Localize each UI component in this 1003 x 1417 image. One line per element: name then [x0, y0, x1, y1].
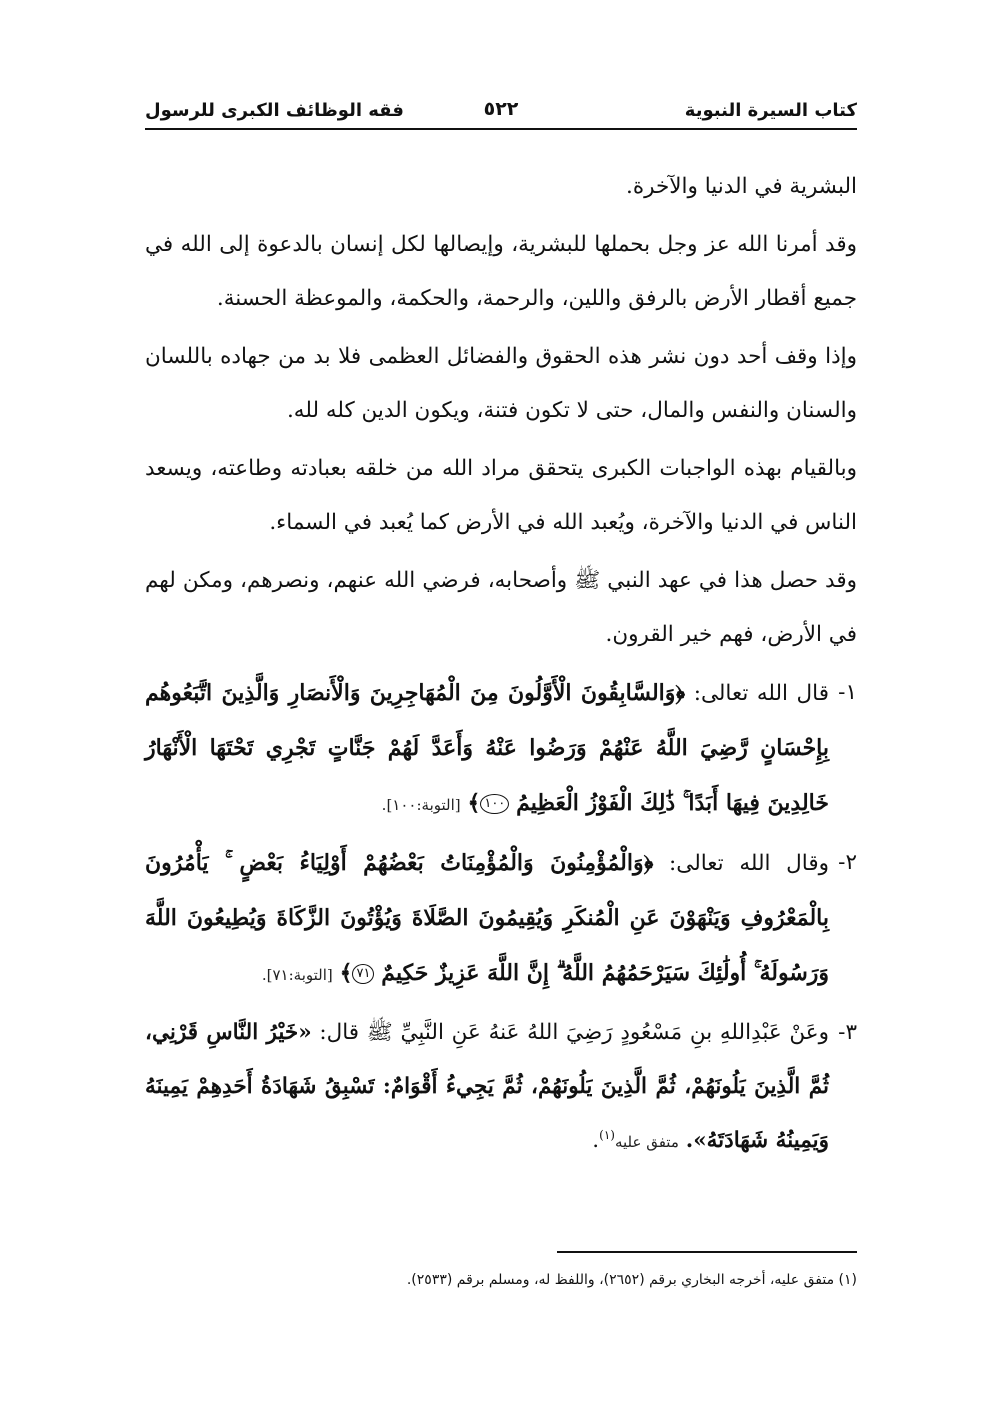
page-number: ٥٢٢ [483, 98, 519, 120]
footnote-marker: (١) [599, 1127, 615, 1142]
ayah-number-mark: ٧١ [352, 964, 374, 984]
item-intro: وعَنْ عَبْدِاللهِ بنِ مَسْعُودٍ رَضِيَ اللهُ عَنهُ عَنِ النَّبِيِّ ﷺ قال: [319, 1020, 829, 1045]
footnote-divider [557, 1251, 857, 1253]
footnote: (١) متفق عليه، أخرجه البخاري برقم (٢٦٥٢)، واللفظ له، ومسلم برقم (٢٥٣٣). [406, 1272, 857, 1288]
list-item-2 [145, 836, 857, 1002]
list-item-3 [145, 1006, 857, 1169]
hadith-reference: متفق عليه [614, 1133, 679, 1151]
book-page [145, 96, 857, 1336]
page-header [145, 96, 857, 130]
list-item-1 [145, 666, 857, 832]
item-number: ١- [838, 680, 857, 705]
ayah-number-mark: ١٠٠ [480, 794, 509, 814]
paragraph-1: البشرية في الدنيا والآخرة. [626, 174, 857, 199]
item-number: ٣- [838, 1020, 857, 1045]
verse-reference: [التوبة:١٠٠]. [381, 796, 461, 814]
page-body [145, 160, 857, 1169]
quran-verse: ﴿وَالسَّابِقُونَ الْأَوَّلُونَ مِنَ الْمُهَاجِرِينَ وَالْأَنصَارِ وَالَّذِينَ اتَّبَعُوهُم بِإِحْسَانٍ رَّضِيَ اللَّهُ عَنْهُمْ وَرَضُوا عَنْهُ وَأَعَدَّ لَهُمْ جَنَّاتٍ تَجْرِي تَحْتَهَا الْأَنْهَارُ خَالِدِينَ فِيهَا أَبَدًا ۚ ذَٰلِكَ الْفَوْزُ الْعَظِيمُ [145, 680, 830, 816]
quran-close-bracket: ﴾ [339, 960, 353, 986]
item-end: . [592, 1128, 600, 1153]
paragraph-3: وإذا وقف أحد دون نشر هذه الحقوق والفضائل العظمى فلا بد من جهاده باللسان والسنان والنفس والمال، حتى لا تكون فتنة، ويكون الدين كله لله. [145, 344, 857, 423]
chapter-title: فقه الوظائف الكبرى للرسول [145, 100, 404, 121]
verse-reference: [التوبة:٧١]. [261, 966, 333, 984]
item-intro: قال الله تعالى: [693, 681, 829, 706]
item-number: ٢- [838, 850, 857, 875]
hadith-text: «خَيْرُ النَّاسِ قَرْنِي، ثُمَّ الَّذِينَ يَلُونَهُمْ، ثُمَّ الَّذِينَ يَلُونَهُمْ، ثُمَّ يَجِيءُ أَقْوَامٌ: تَسْبِقُ شَهَادَةُ أَحَدِهِمْ يَمِينَهُ وَيَمِينُهُ شَهَادَتَهُ». [145, 1020, 829, 1153]
paragraph-2: وقد أمرنا الله عز وجل بحملها للبشرية، وإيصالها لكل إنسان بالدعوة إلى الله في جميع أقطار الأرض بالرفق واللين، والرحمة، والحكمة، والموعظة الحسنة. [145, 232, 858, 311]
quran-verse: ﴿وَالْمُؤْمِنُونَ وَالْمُؤْمِنَاتُ بَعْضُهُمْ أَوْلِيَاءُ بَعْضٍ ۚ يَأْمُرُونَ بِالْمَعْرُوفِ وَيَنْهَوْنَ عَنِ الْمُنكَرِ وَيُقِيمُونَ الصَّلَاةَ وَيُؤْتُونَ الزَّكَاةَ وَيُطِيعُونَ اللَّهَ وَرَسُولَهُ ۚ أُولَٰئِكَ سَيَرْحَمُهُمُ اللَّهُ ۗ إِنَّ اللَّهَ عَزِيزٌ حَكِيمٌ [145, 850, 829, 986]
item-intro: وقال الله تعالى: [669, 851, 829, 876]
paragraph-5: وقد حصل هذا في عهد النبي ﷺ وأصحابه، فرضي الله عنهم، ونصرهم، ومكن لهم في الأرض، فهم خير القرون. [145, 568, 857, 647]
book-title: كتاب السيرة النبوية [684, 100, 857, 121]
paragraph-4: وبالقيام بهذه الواجبات الكبرى يتحقق مراد الله من خلقه بعبادته وطاعته، ويسعد الناس في الدنيا والآخرة، ويُعبد الله في الأرض كما يُعبد في السماء. [145, 456, 857, 535]
quran-close-bracket: ﴾ [467, 790, 481, 816]
